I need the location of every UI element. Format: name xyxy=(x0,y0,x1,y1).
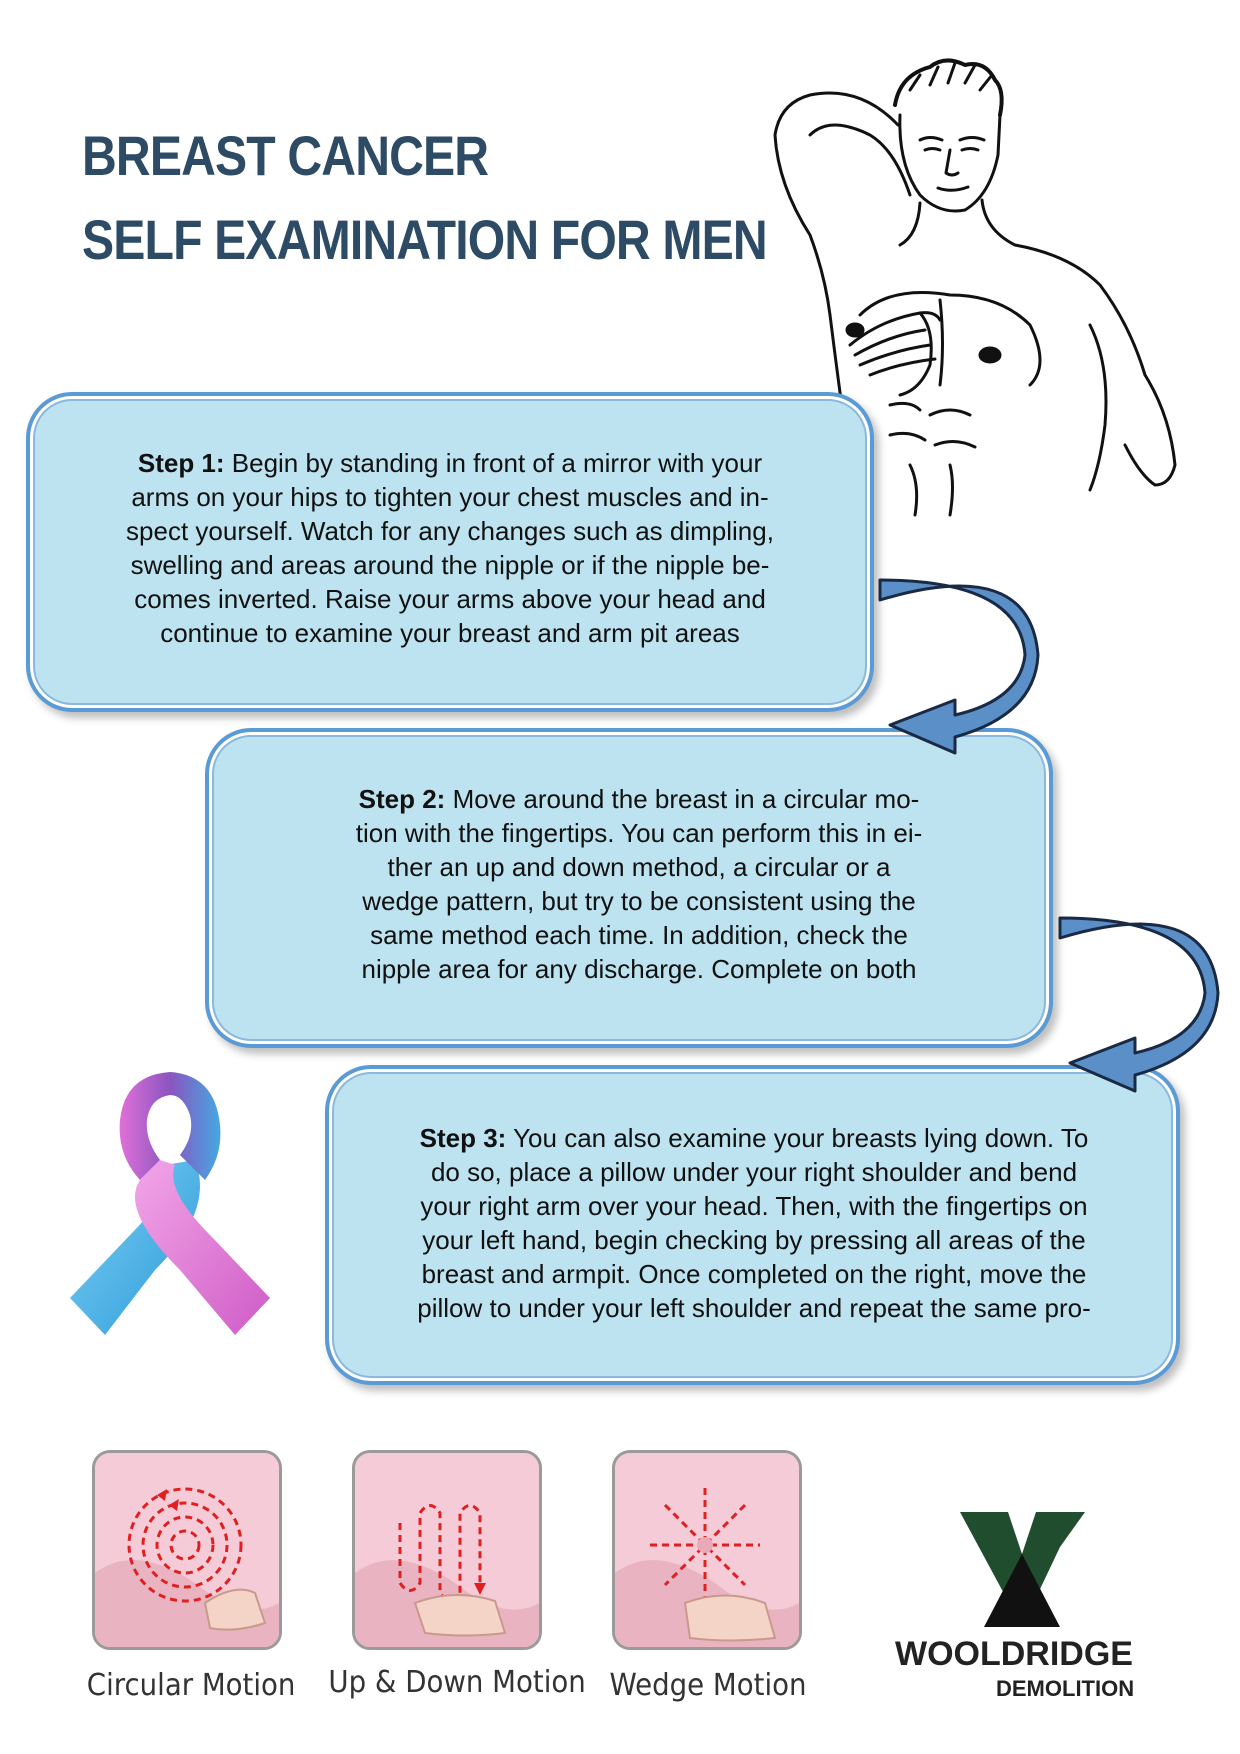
wedge-motion-thumbnail xyxy=(612,1450,802,1650)
logo-name: WOOLDRIDGE xyxy=(895,1635,1133,1673)
wedge-motion-icon xyxy=(615,1453,799,1647)
step-1-label: Step 1: xyxy=(137,448,225,478)
step-1-box xyxy=(26,392,874,712)
step-2-label: Step 2: xyxy=(358,784,446,814)
circular-motion-caption: Circular Motion xyxy=(86,1668,296,1703)
step-3-box xyxy=(325,1065,1180,1385)
step-1-text: Step 1: Begin by standing in front of a mirror with your arms on your hips to tighten your chest muscles and in- spect yourself. Watch for any changes such as dimpling, swelling and areas around the nipple or if the nipple be- comes inverted. Raise your arms above your head and continue to examine your breast and arm pit areas xyxy=(126,448,774,648)
wedge-motion-caption: Wedge Motion xyxy=(609,1668,807,1703)
circular-motion-thumbnail xyxy=(92,1450,282,1650)
title-line-2: SELF EXAMINATION FOR MEN xyxy=(82,208,767,271)
up-down-motion-thumbnail xyxy=(352,1450,542,1650)
awareness-ribbon-icon xyxy=(65,1070,275,1350)
wooldridge-logo-icon xyxy=(960,1512,1085,1627)
arrow-step1-to-step2 xyxy=(870,575,1040,755)
up-down-motion-caption: Up & Down Motion xyxy=(328,1665,586,1700)
step-2-text: Step 2: Move around the breast in a circular mo- tion with the fingertips. You can perform this in ei- ther an up and down method, a circular or a wedge pattern, but try to be consistent using the same method each time. In addition, check the nipple area for any discharge. Complete on both xyxy=(355,784,923,984)
step-3-label: Step 3: xyxy=(419,1123,507,1153)
step-2-box xyxy=(205,728,1053,1048)
arrow-step2-to-step3 xyxy=(1050,913,1220,1093)
step-3-text: Step 3: You can also examine your breasts lying down. To do so, place a pillow under your right shoulder and bend your right arm over your head. Then, with the fingertips on your left hand, begin checking by pressing all areas of the breast and armpit. Once completed on the right, move the pillow to under your left shoulder and repeat the same pro- xyxy=(417,1123,1091,1323)
logo-subtitle: DEMOLITION xyxy=(996,1676,1135,1701)
up-down-motion-icon xyxy=(355,1453,539,1647)
circular-motion-icon xyxy=(95,1453,279,1647)
title-line-1: BREAST CANCER xyxy=(82,124,489,187)
